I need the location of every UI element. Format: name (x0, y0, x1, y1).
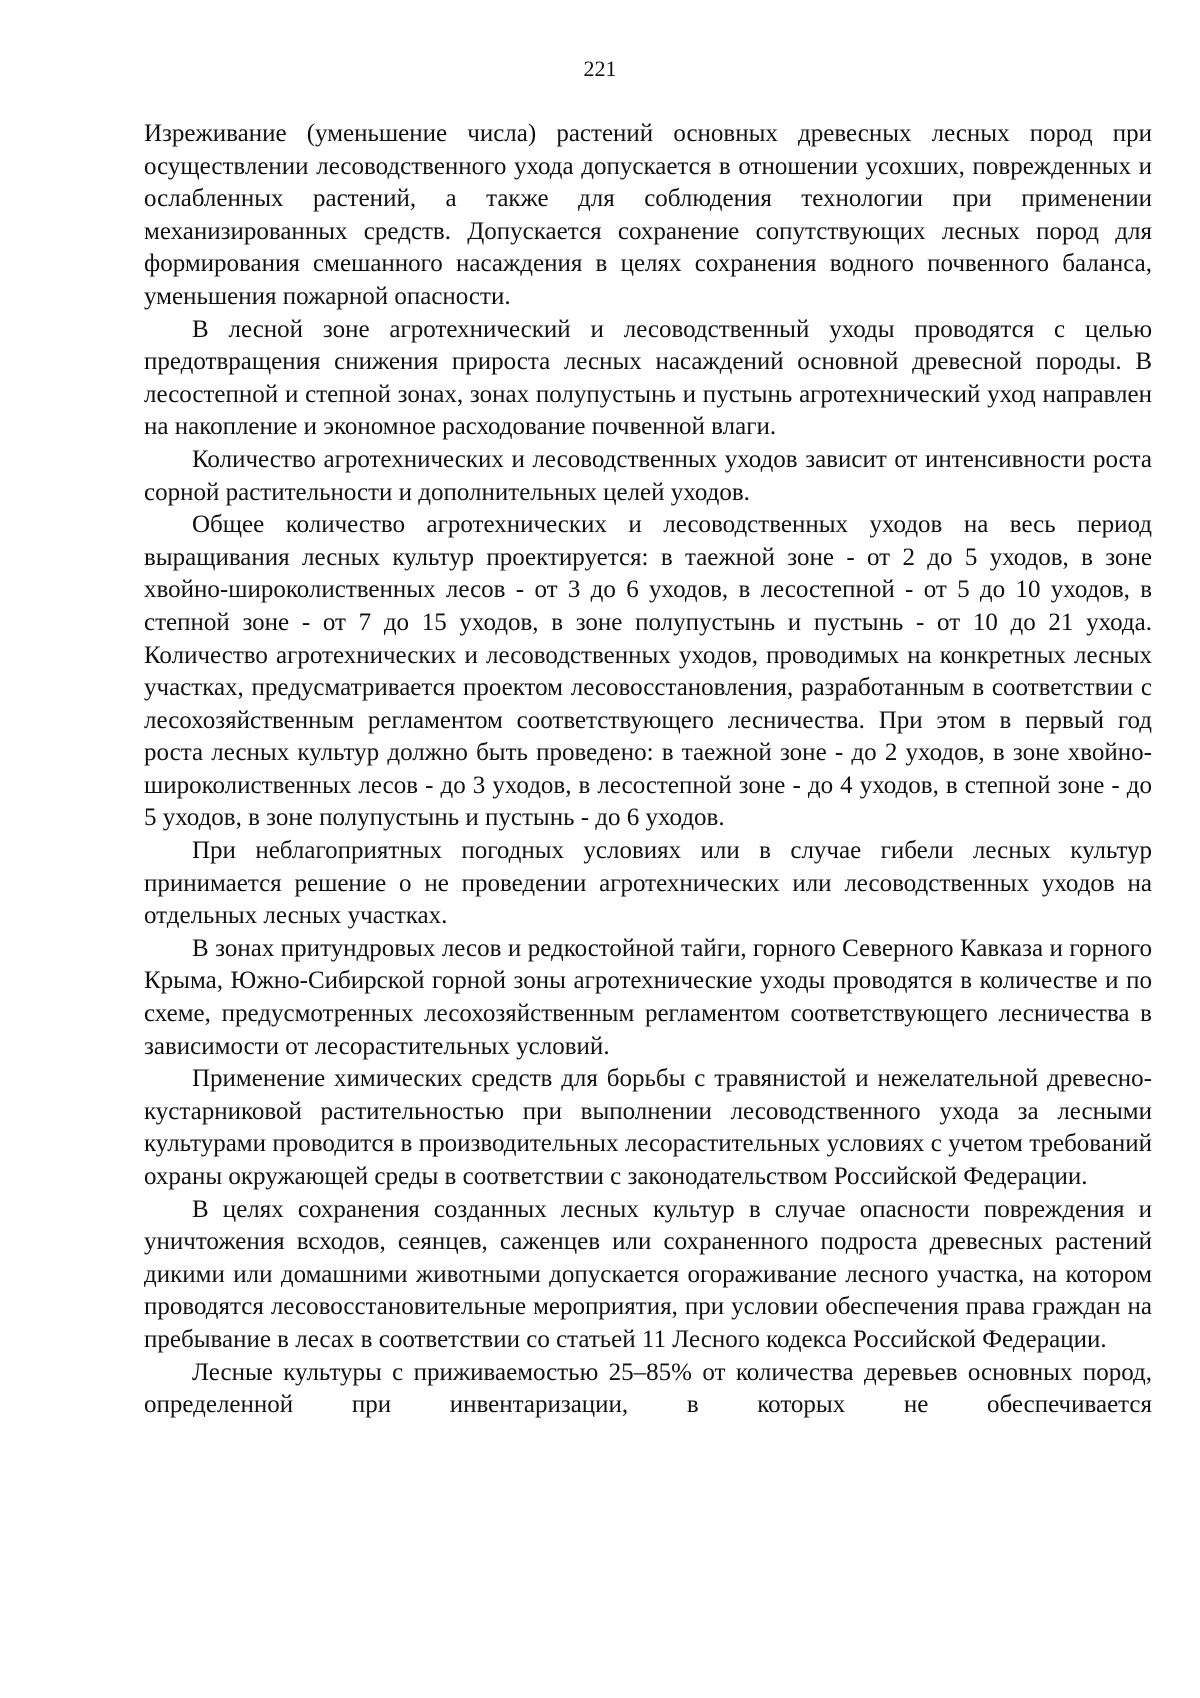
page-number: 221 (583, 56, 617, 81)
paragraph: В целях сохранения созданных лесных культур в случае опасности повреждения и уничтожения всходов, сеянцев, саженцев или сохраненного подроста древесных растений дикими или домашними животными допускается огораживание лесного участка, на котором проводятся лесовосстановительные мероприятия, при условии обеспечения права граждан на пребывание в лесах в соответствии со статьей 11 Лесного кодекса Российской Федерации. (144, 1195, 1152, 1353)
paragraph: В зонах притундровых лесов и редкостойной тайги, горного Северного Кавказа и горного Крыма, Южно-Сибирской горной зоны агротехнические уходы проводятся в количестве и по схеме, предусмотренных лесохозяйственным регламентом соответствующего лесничества в зависимости от лесорастительных условий. (144, 934, 1152, 1060)
paragraph-last-partial: Лесные культуры с приживаемостью 25–85% от количества деревьев основных пород, определенной при инвентаризации, в которых не обеспечивается (144, 1358, 1152, 1419)
paragraph: В лесной зоне агротехнический и лесоводственный уходы проводятся с целью предотвращения снижения прироста лесных насаждений основной древесной породы. В лесостепной и степной зонах, зонах полупустынь и пустынь агротехнический уход направлен на накопление и экономное расходование почвенной влаги. (144, 315, 1152, 441)
paragraph: Общее количество агротехнических и лесоводственных уходов на весь период выращивания лесных культур проектируется: в таежной зоне - от 2 до 5 уходов, в зоне хвойно-широколиственных лесов - от 3 до 6 уходов, в лесостепной - от 5 до 10 уходов, в степной зоне - от 7 до 15 уходов, в зоне полупустынь и пустынь - от 10 до 21 ухода. Количество агротехнических и лесоводственных уходов, проводимых на конкретных лесных участках, предусматривается проектом лесовосстановления, разработанным в соответствии с лесохозяйственным регламентом соответствующего лесничества. При этом в первый год роста лесных культур должно быть проведено: в таежной зоне - до 2 уходов, в зоне хвойно-широколиственных лесов - до 3 уходов, в лесостепной зоне - до 4 уходов, в степной зоне - до 5 уходов, в зоне полупустынь и пустынь - до 6 уходов. (144, 511, 1152, 832)
paragraph: Применение химических средств для борьбы с травянистой и нежелательной древесно-кустарниковой растительностью при выполнении лесоводственного ухода за лесными культурами проводится в производительных лесорастительных условиях с учетом требований охраны окружающей среды в соответствии с законодательством Российской Федерации. (144, 1065, 1152, 1190)
paragraph: При неблагоприятных погодных условиях или в случае гибели лесных культур принимается решение о не проведении агротехнических или лесоводственных уходов на отдельных лесных участках. (144, 837, 1152, 930)
paragraph: Изреживание (уменьшение числа) растений основных древесных лесных пород при осуществлении лесоводственного ухода допускается в отношении усохших, поврежденных и ослабленных растений, а также для соблюдения технологии при применении механизированных средств. Допускается сохранение сопутствующих лесных пород для формирования смешанного насаждения в целях сохранения водного почвенного баланса, уменьшения пожарной опасности. (144, 120, 1152, 310)
paragraph: Количество агротехнических и лесоводственных уходов зависит от интенсивности роста сорной растительности и дополнительных целей уходов. (144, 445, 1152, 506)
document-body (144, 118, 1152, 1422)
